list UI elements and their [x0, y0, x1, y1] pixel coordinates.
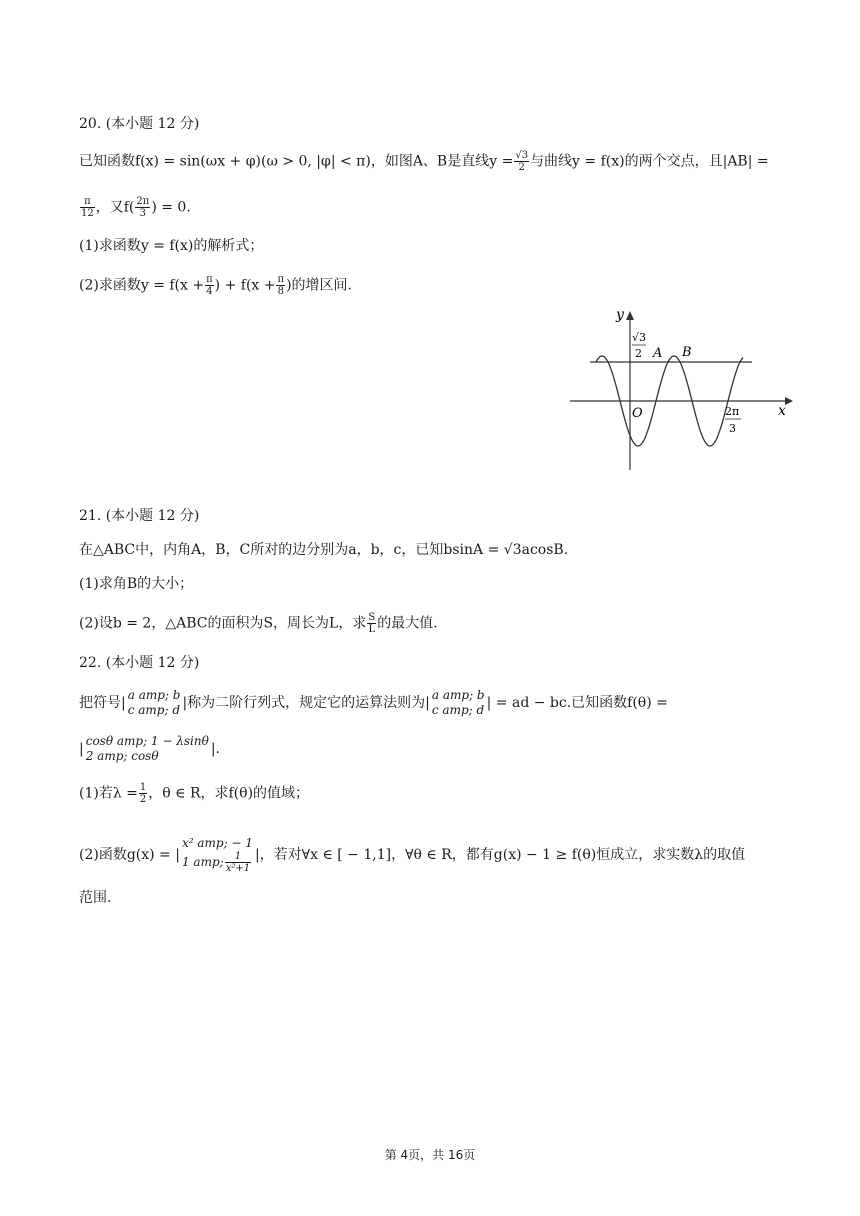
q22-stem-line1: 把符号| a amp; b c amp; d |称为二阶行列式，规定它的运算法则为| a amp; b c amp; d | = ad − bc.已知函数f(θ) =: [79, 688, 668, 717]
y-tick-num: √3: [632, 331, 647, 344]
fraction: $\frac{1}{2}$: [139, 782, 147, 805]
x-tick-den: 3: [729, 422, 736, 435]
determinant: a amp; b c amp; d: [127, 688, 181, 717]
fraction: $\frac{2\pi}{3}$: [136, 196, 150, 219]
fraction: $\frac{\pi}{12}$: [81, 196, 94, 219]
x-tick-num: 2π: [725, 405, 740, 418]
q20-stem-line1: 已知函数f(x) = sin(ωx + φ)(ω > 0, |φ| < π)，如图A、B是直线y = $\frac{√3}{2}$ 与曲线y = f(x)的两个交点，且|AB| =: [79, 150, 769, 173]
y-tick-den: 2: [635, 347, 642, 360]
fraction: $\frac{S}{L}$: [368, 612, 376, 635]
x-axis-arrow: [785, 397, 793, 405]
q21-part1: (1)求角B的大小；: [79, 576, 194, 592]
q22-part1: (1)若λ = $\frac{1}{2}$ ，θ ∈ R，求f(θ)的值域；: [79, 782, 310, 805]
determinant: a amp; b c amp; d: [431, 688, 485, 717]
fraction: $\frac{1}{\text{x²+1}}$: [225, 851, 251, 874]
fraction: $\frac{√3}{2}$: [515, 150, 529, 173]
point-b-label: B: [682, 345, 692, 360]
q20-stem-line2: $\frac{\pi}{12}$ ，又f( $\frac{2\pi}{3}$ ) = 0.: [81, 196, 191, 219]
q22-stem-line2: | cosθ amp; 1 − λsinθ 2 amp; cosθ |.: [79, 734, 220, 763]
y-axis-arrow: [626, 311, 634, 320]
fraction: $\frac{\pi}{8}$: [277, 274, 285, 297]
determinant: cosθ amp; 1 − λsinθ 2 amp; cosθ: [85, 734, 209, 763]
origin-label: O: [632, 406, 643, 421]
fraction: $\frac{\pi}{4}$: [206, 274, 213, 297]
point-a-label: A: [653, 346, 663, 361]
q20-part1: (1)求函数y = f(x)的解析式；: [79, 238, 264, 254]
q22-heading: 22. (本小题 12 分): [79, 655, 200, 671]
q21-stem: 在△ABC中，内角A，B，C所对的边分别为a，b，c，已知bsinA = √3acosB.: [79, 542, 569, 558]
q20-heading: 20. (本小题 12 分): [79, 116, 200, 132]
determinant: x² amp; − 1 1 amp; $\frac{1}{\text{x²+1}}$: [181, 836, 253, 874]
sine-graph: [560, 300, 800, 475]
q22-part2: (2)函数g(x) = | x² amp; − 1 1 amp; $\frac{1}{\text{x²+1}}$ |，若对∀x ∈ [ − 1,1]，∀θ ∈ R，都有g(x) − 1 ≥ f(θ)恒成立，求实数λ的取值: [79, 836, 746, 874]
q21-part2: (2)设b = 2，△ABC的面积为S，周长为L，求 $\frac{S}{L}$ 的最大值.: [79, 612, 438, 635]
x-axis-label: x: [778, 403, 786, 419]
y-axis-label: y: [616, 307, 624, 323]
q20-part2: (2)求函数y = f(x + $\frac{\pi}{4}$ ) + f(x + $\frac{\pi}{8}$ )的增区间.: [79, 274, 352, 297]
page-footer: 第 4页，共 16页: [384, 1148, 476, 1162]
q21-heading: 21. (本小题 12 分): [79, 508, 200, 524]
q22-part2-line2: 范围.: [79, 890, 112, 906]
